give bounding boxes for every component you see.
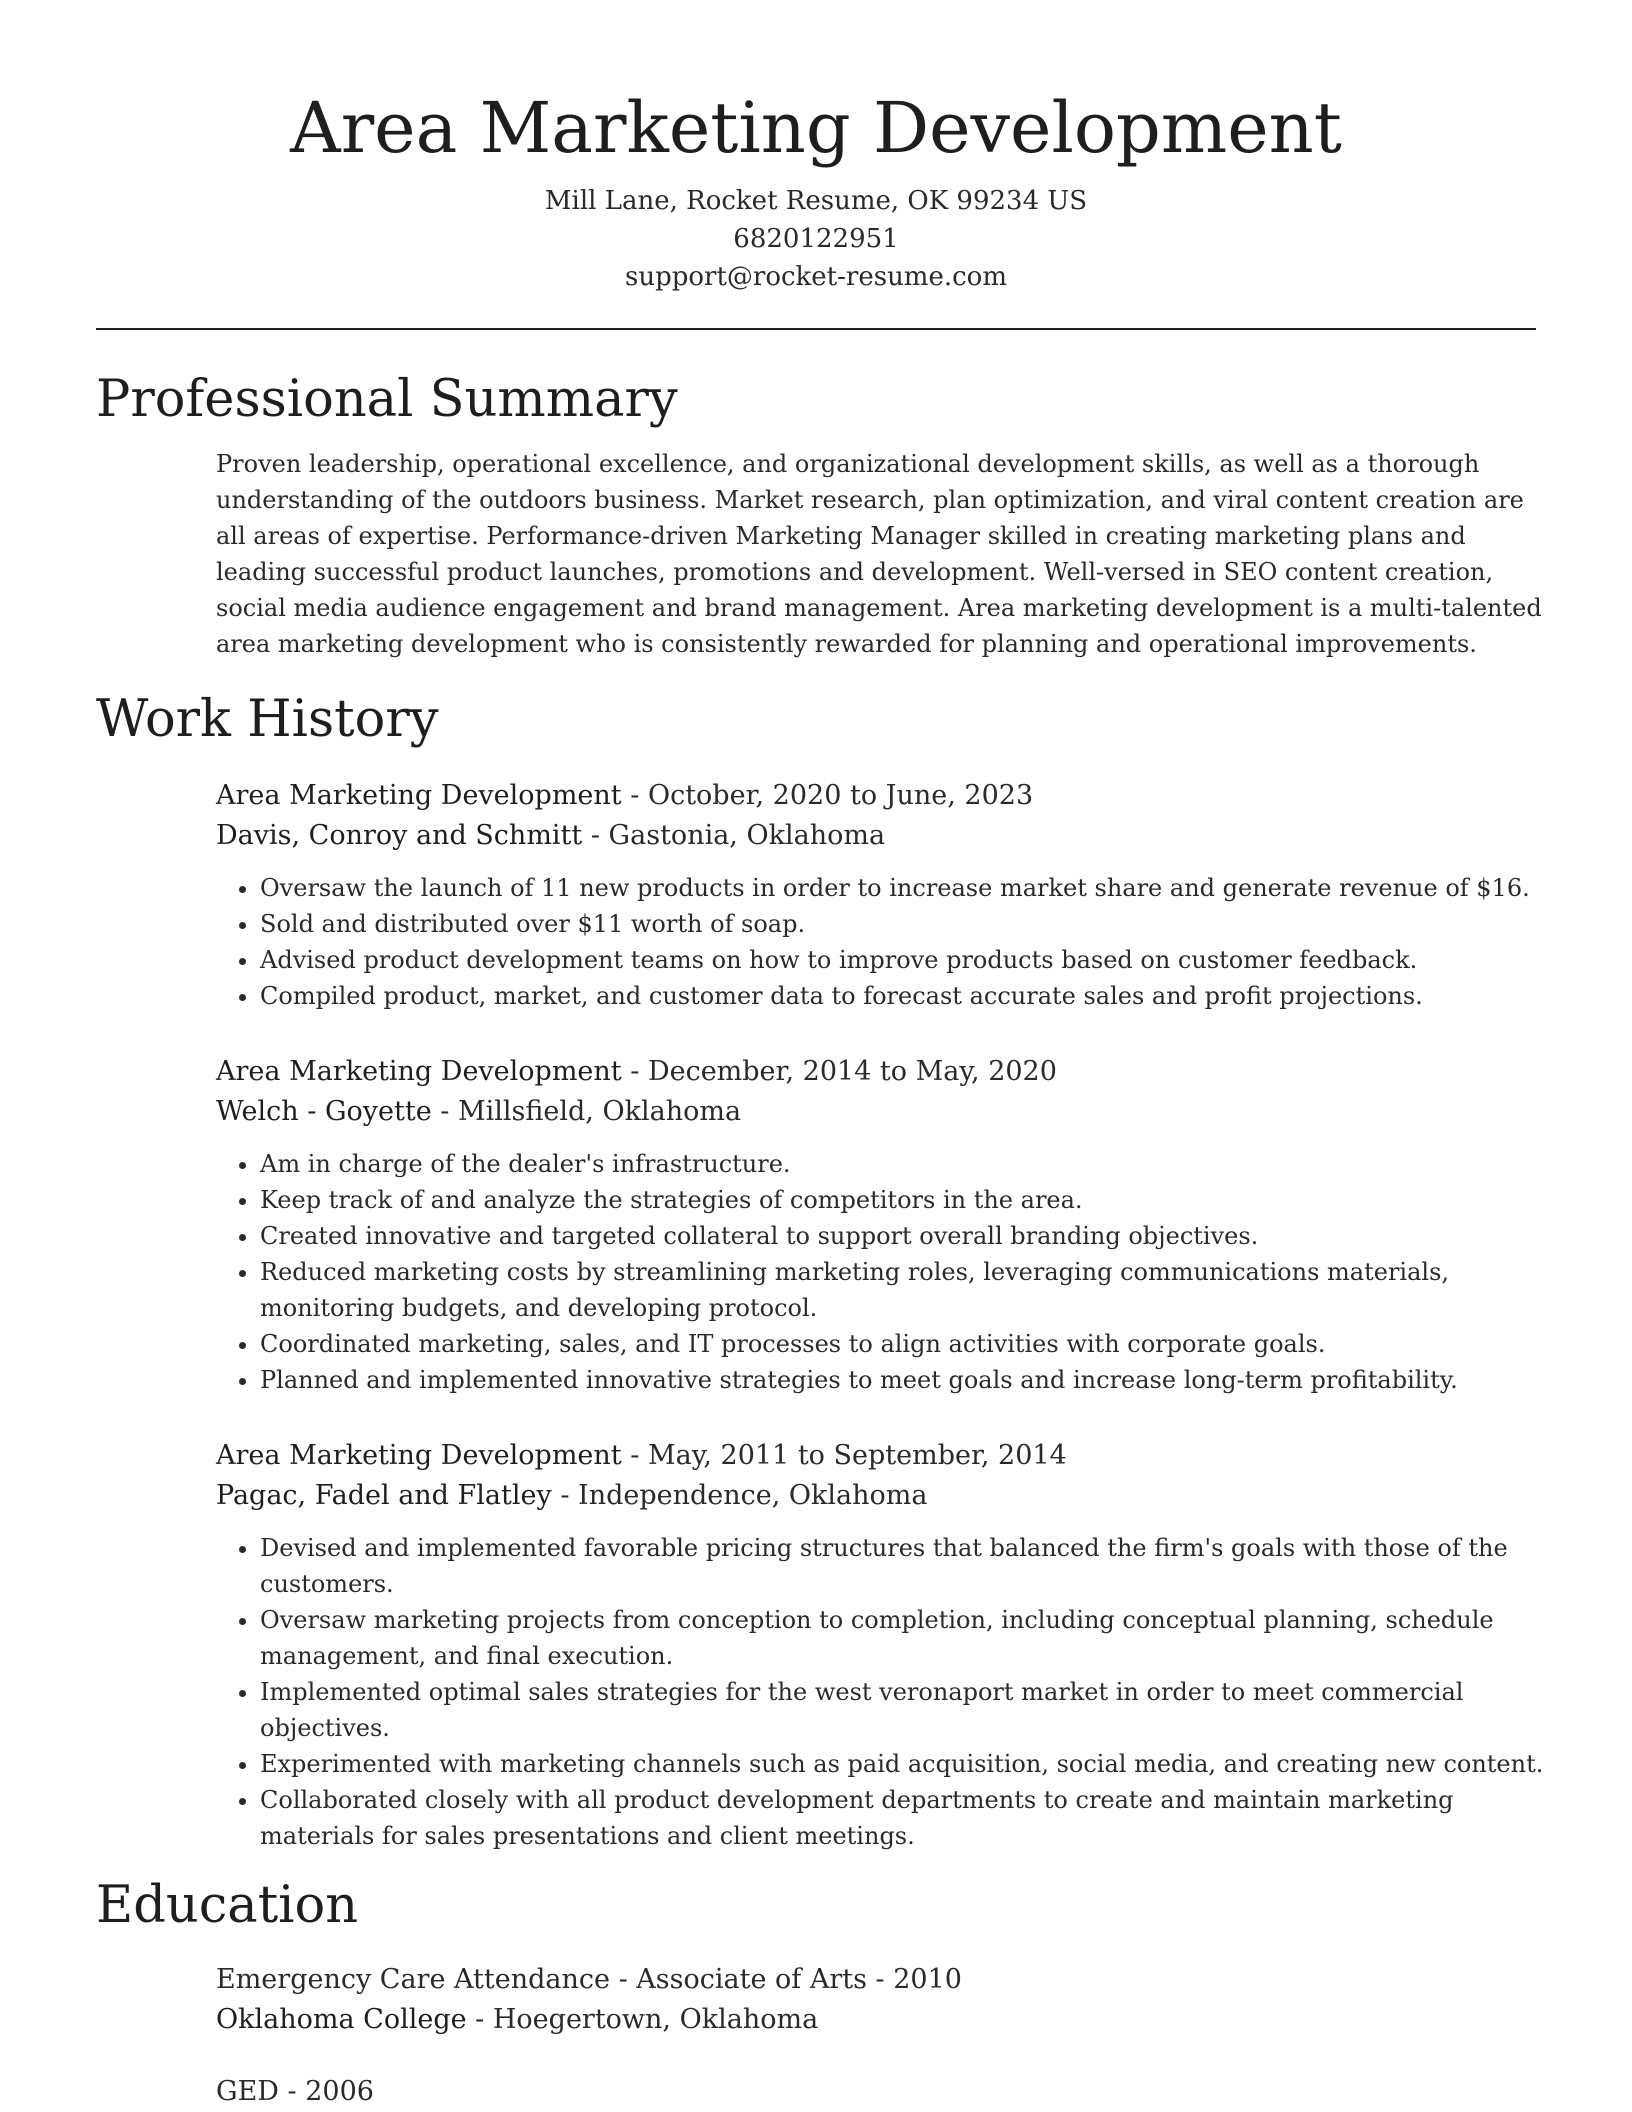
education-degree-line: GED - 2006 [216,2076,374,2107]
job-location: - Millsfield, Oklahoma [431,1096,742,1127]
job-bullets [216,1146,1546,1398]
job-bullet: • Oversaw the launch of 11 new products in order to increase market share and generate revenue of $16. [260,870,1546,906]
job-company: Pagac, Fadel and Flatley [216,1480,552,1511]
job-bullets [216,870,1546,1014]
contact-address: Mill Lane, Rocket Resume, OK 99234 US [544,186,1088,216]
job-dates: - December, 2014 to May, 2020 [621,1056,1057,1087]
job-location: - Gastonia, Oklahoma [582,820,886,851]
job-company-line [216,816,1536,856]
job-company: Welch - Goyette [216,1096,432,1127]
job-bullet: • Compiled product, market, and customer data to forecast accurate sales and profit projections. [260,978,1546,1014]
job-role: Area Marketing Development [216,780,622,811]
job-bullets [216,1530,1546,1854]
job-bullet: • Created innovative and targeted collateral to support overall branding objectives. [260,1218,1546,1254]
job-company: Davis, Conroy and Schmitt [216,820,583,851]
job-bullet: • Keep track of and analyze the strategies of competitors in the area. [260,1182,1546,1218]
summary-text: Proven leadership, operational excellence, and organizational development skills, as well as a thorough understanding of the outdoors business. Market research, plan optimization, and viral content creation are all areas of expertise. Performance-driven Marketing Manager skilled in creating marketing plans and leading successful product launches, promotions and development. Well-versed in SEO content creation, social media audience engagement and brand management. Area marketing development is a multi-talented area marketing development who is consistently rewarded for planning and operational improvements. [216,450,1542,658]
job-company-line [216,1476,1536,1516]
job-role: Area Marketing Development [216,1440,622,1471]
contact-block [96,182,1536,296]
job-bullet: • Oversaw marketing projects from conception to completion, including conceptual planning, schedule management, and final execution. [260,1602,1546,1674]
job-bullet: • Reduced marketing costs by streamlining marketing roles, leveraging communications materials, monitoring budgets, and developing protocol. [260,1254,1546,1326]
job-dates: - October, 2020 to June, 2023 [621,780,1034,811]
job-entry [216,776,1536,1014]
education-entry [216,2072,1536,2112]
header-divider [96,328,1536,330]
summary-section [96,368,1542,662]
work-history-section [96,688,1544,1854]
work-history-title: Work History [96,690,439,749]
job-bullet: • Am in charge of the dealer's infrastructure. [260,1146,1546,1182]
job-role: Area Marketing Development [216,1056,622,1087]
contact-phone: 6820122951 [733,224,899,254]
candidate-name: Area Marketing Development [290,87,1342,169]
job-dates: - May, 2011 to September, 2014 [621,1440,1067,1471]
education-entry [216,1960,1536,2040]
contact-email: support@rocket-resume.com [624,262,1007,292]
job-bullet: • Devised and implemented favorable pricing structures that balanced the firm's goals with those of the customers. [260,1530,1546,1602]
education-degree-line: Emergency Care Attendance - Associate of Arts - 2010 [216,1964,962,1995]
education-school-line [216,2000,1536,2040]
job-bullet: • Advised product development teams on how to improve products based on customer feedback. [260,942,1546,978]
job-title-line [216,1052,1536,1092]
job-title-line [216,776,1536,816]
job-title-line [216,1436,1536,1476]
job-entry [216,1052,1536,1398]
job-bullet: • Planned and implemented innovative strategies to meet goals and increase long-term profitability. [260,1362,1546,1398]
education-title: Education [96,1876,359,1935]
job-bullet: • Sold and distributed over $11 worth of soap. [260,906,1546,942]
job-bullet: • Implemented optimal sales strategies for the west veronaport market in order to meet commercial objectives. [260,1674,1546,1746]
summary-title: Professional Summary [96,370,678,429]
job-location: - Independence, Oklahoma [551,1480,928,1511]
education-section [96,1874,1536,2112]
education-school: Oklahoma College [216,2004,467,2035]
job-company-line [216,1092,1536,1132]
job-bullet: • Coordinated marketing, sales, and IT processes to align activities with corporate goals. [260,1326,1546,1362]
education-location: - Hoegertown, Oklahoma [466,2004,819,2035]
job-bullet: • Collaborated closely with all product development departments to create and maintain marketing materials for sales presentations and client meetings. [260,1782,1546,1854]
job-bullet: • Experimented with marketing channels such as paid acquisition, social media, and creating new content. [260,1746,1546,1782]
job-entry [216,1436,1544,1854]
